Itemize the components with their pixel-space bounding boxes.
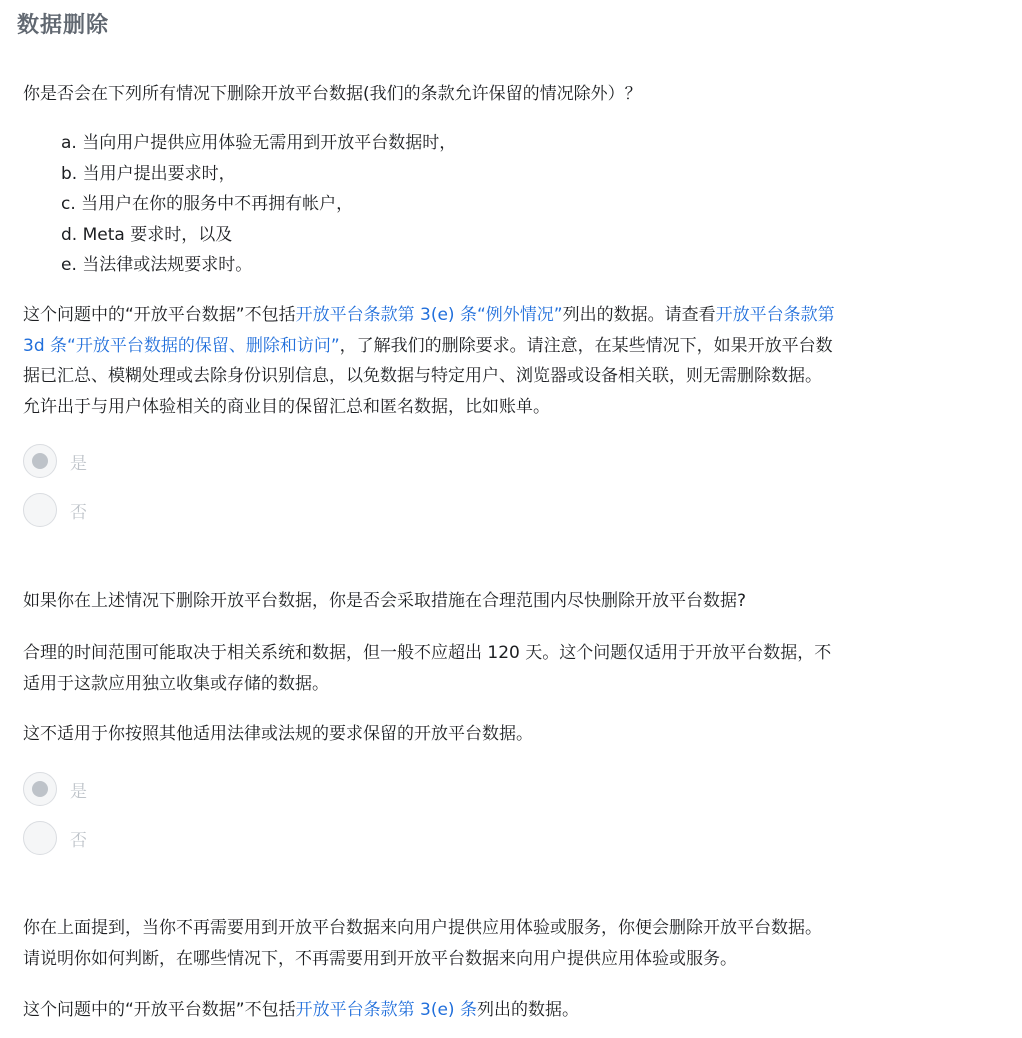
q2-description-line1: 合理的时间范围可能取决于相关系统和数据，但一般不应超出 120 天。这个问题仅适用于开放平台数据，不	[23, 643, 832, 663]
radio-button[interactable]	[23, 821, 57, 855]
q1-description-line3: 据已汇总、模糊处理或去除身份识别信息，以免数据与特定用户、浏览器或设备相关联，则无需删除数据。	[23, 366, 822, 386]
q1-option-yes-label: 是	[70, 453, 87, 474]
q1-question: 你是否会在下列所有情况下删除开放平台数据(我们的条款允许保留的情况除外）？	[23, 84, 642, 104]
q1-option-yes[interactable]	[23, 443, 87, 479]
q1-desc-text: 这个问题中的“开放平台数据”不包括	[23, 305, 296, 325]
list-item: a. 当向用户提供应用体验无需用到开放平台数据时，	[61, 133, 457, 153]
radio-dot	[32, 453, 48, 469]
q3-question-line1: 你在上面提到，当你不再需要用到开放平台数据来向用户提供应用体验或服务，你便会删除开放平台数据。	[23, 918, 822, 938]
q2-description-line2: 适用于这款应用独立收集或存储的数据。	[23, 673, 329, 694]
q1-description-line4: 允许出于与用户体验相关的商业目的保留汇总和匿名数据，比如账单。	[23, 396, 550, 417]
section-title: 数据删除	[17, 13, 110, 38]
radio-button-selected[interactable]	[23, 444, 57, 478]
platform-terms-3d-link-part1[interactable]: 开放平台条款第	[715, 305, 835, 325]
q1-description-line1	[23, 300, 835, 331]
list-item: c. 当用户在你的服务中不再拥有帐户，	[61, 194, 354, 214]
radio-dot	[32, 781, 48, 797]
q3-desc-text: 这个问题中的“开放平台数据”不包括	[23, 1000, 296, 1020]
q2-question: 如果你在上述情况下删除开放平台数据，你是否会采取措施在合理范围内尽快删除开放平台数据?	[23, 591, 747, 611]
q1-desc-text: ，了解我们的删除要求。请注意，在某些情况下，如果开放平台数	[339, 335, 833, 356]
radio-button-selected[interactable]	[23, 772, 57, 806]
q1-description-line2	[23, 331, 833, 362]
q3-desc-text: 列出的数据。	[476, 1000, 579, 1020]
q1-desc-text: 列出的数据。请查看	[562, 305, 716, 325]
platform-terms-3e-link[interactable]: 开放平台条款第 3(e) 条	[295, 1000, 477, 1020]
list-item: b. 当用户提出要求时，	[61, 163, 236, 184]
q1-condition-list	[61, 128, 456, 281]
q2-option-no-label: 否	[70, 830, 87, 851]
q3-question-line2: 请说明你如何判断，在哪些情况下，不再需要用到开放平台数据来向用户提供应用体验或服务。	[23, 948, 737, 969]
list-item: d. Meta 要求时，以及	[61, 224, 233, 245]
list-item: e. 当法律或法规要求时。	[61, 255, 253, 275]
q3-description	[23, 995, 579, 1026]
q2-option-yes[interactable]	[23, 771, 87, 807]
q1-option-no[interactable]	[23, 492, 87, 528]
radio-button[interactable]	[23, 493, 57, 527]
platform-terms-3e-exceptions-link[interactable]: 开放平台条款第 3(e) 条“例外情况”	[295, 305, 563, 325]
q2-note: 这不适用于你按照其他适用法律或法规的要求保留的开放平台数据。	[23, 724, 533, 744]
q1-option-no-label: 否	[70, 502, 87, 523]
q2-option-yes-label: 是	[70, 781, 87, 802]
platform-terms-3d-link-part2[interactable]: 3d 条“开放平台数据的保留、删除和访问”	[23, 335, 340, 356]
q2-option-no[interactable]	[23, 820, 87, 856]
